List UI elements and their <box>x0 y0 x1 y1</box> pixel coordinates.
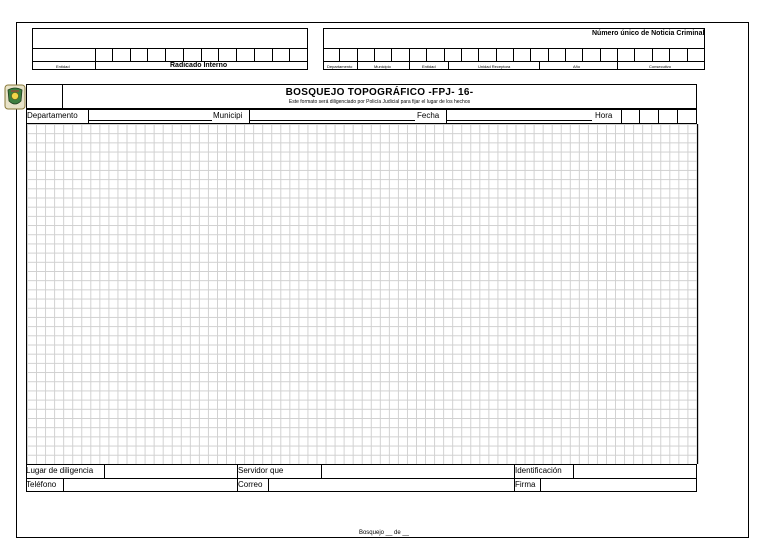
entidad-code-label: Entidad <box>422 64 436 69</box>
telefono-label: Teléfono <box>26 480 57 489</box>
municipio-field[interactable] <box>249 120 415 121</box>
anio-label: Año <box>573 64 581 69</box>
fecha-field[interactable] <box>446 120 592 121</box>
correo-label: Correo <box>238 480 263 489</box>
firma-label: Firma <box>515 480 536 489</box>
noticia-criminal-cells[interactable] <box>323 48 705 61</box>
unidad-receptora-label: Unidad Receptora <box>478 64 511 69</box>
servidor-label: Servidor que <box>238 466 284 475</box>
entidad-label: Entidad <box>56 64 70 69</box>
fecha-label: Fecha <box>417 111 440 120</box>
municipio-code-label: Municipio <box>374 64 391 69</box>
identificacion-label: Identificación <box>515 466 562 475</box>
radicado-label: Radicado Interno <box>170 62 228 69</box>
emblem-icon <box>4 84 26 110</box>
page-counter: Bosquejo __ de __ <box>358 530 410 536</box>
departamento-label: Departamento <box>27 111 78 120</box>
lugar-diligencia-label: Lugar de diligencia <box>26 466 94 475</box>
municipio-label: Municipi <box>213 111 243 120</box>
form-title: BOSQUEJO TOPOGRÁFICO -FPJ- 16- <box>285 87 474 98</box>
departamento-field[interactable] <box>88 120 212 121</box>
form-subtitle: Este formato será diligenciado por Policía Judicial para fijar el lugar de los hechos <box>288 99 471 105</box>
consecutivo-label: Consecutivo <box>649 64 672 69</box>
departamento-code-label: Departamento <box>327 64 353 69</box>
hora-label: Hora <box>595 111 613 120</box>
noticia-criminal-title: Número único de Noticia Criminal <box>592 30 705 37</box>
radicado-cells[interactable] <box>95 48 308 61</box>
hora-cells[interactable] <box>621 109 697 124</box>
sketch-grid[interactable] <box>26 124 699 464</box>
